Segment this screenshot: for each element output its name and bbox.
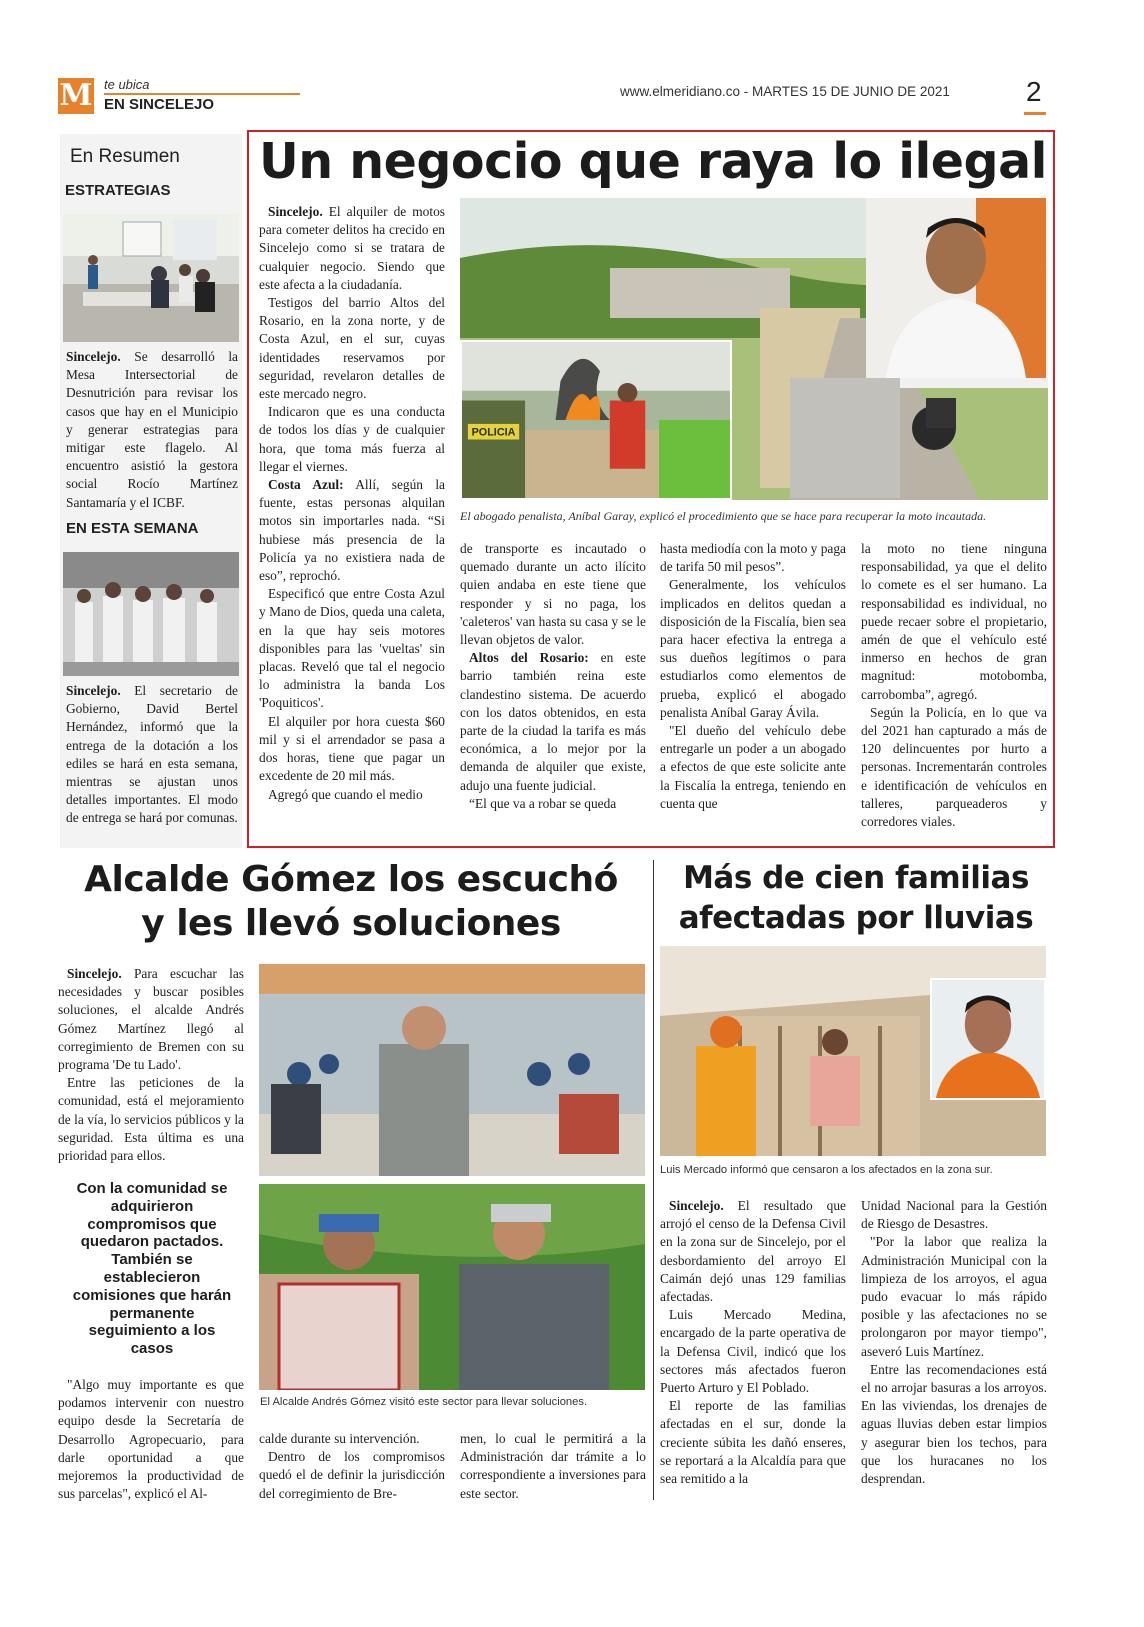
story2-col-2 [259,1430,445,1503]
paragraph-text: Unidad Nacional para la Gestión de Riesgo de Desastres. [861,1198,1047,1232]
paragraph-text: Testigos del barrio Altos del Rosario, en la zona norte, y de Costa Azul, en el sur, cuyas identidades reservamos por seguridad, revelaron detalles de este mercado negro. [259,295,445,402]
story2-col-3 [460,1430,646,1503]
page-number: 2 [1026,76,1042,107]
dateline-lead: Sincelejo. [66,683,121,698]
main-photo-caption: El abogado penalista, Aníbal Garay, explicó el procedimiento que se hace para recuperar la moto incautada. [460,509,987,523]
main-col-4 [861,540,1047,831]
sidebar-heading-strategies: ESTRATEGIAS [65,182,171,199]
headline-line: afectadas por lluvias [678,900,1034,936]
page-number-underline [1024,112,1046,115]
paragraph-text: en este barrio también reina este clandestino sistema. De acuerdo con los datos obtenidos, en esta parte de la ciudad la tarifa es más económica, a lo mejor por la demanda de alquiler que existe, adujo una fuente judicial. [460,650,646,793]
headline-line: Alcalde Gómez los escuchó [84,859,618,900]
paragraph-text: El resultado que arrojó el censo de la Defensa Civil en la zona sur de Sincelejo, por el desbordamiento del arroyo El Caimán dejó unas 129 familias afectadas. [660,1198,846,1305]
paragraph-lead: Costa Azul: [268,477,344,493]
paragraph-text: men, lo cual le permitirá a la Administración dar trámite a lo correspondiente a inversiones para este sector. [460,1431,646,1501]
paragraph [259,713,445,786]
paragraph-text: “El que va a robar se queda [469,795,617,811]
main-col-3 [660,540,846,813]
paragraph [660,1197,846,1306]
dateline: www.elmeridiano.co - MARTES 15 DE JUNIO DE 2021 [620,84,950,99]
sidebar-title: En Resumen [70,146,180,167]
story2-photo-caption: El Alcalde Andrés Gómez visitó este sector para llevar soluciones. [260,1396,588,1408]
story3-col-2 [861,1197,1047,1488]
paragraph [460,540,646,649]
paragraph [58,965,244,1074]
paragraph-text: Indicaron que es una conducta de todos los días y de cualquier hora, que toma más fuerza al llegar el viernes. [259,404,445,474]
story3-photo-caption: Luis Mercado informó que censaron a los afectados en la zona sur. [660,1164,993,1176]
story3-col-1 [660,1197,846,1488]
paragraph [861,1233,1047,1360]
paragraph [861,540,1047,704]
story3-headline [660,858,1052,938]
pullquote: Con la comunidad se adquirieron compromisos que quedaron pactados. También se establecieron comisiones que harán permanente seguimiento a los casos [72,1180,232,1358]
paragraph-lead: Sincelejo. [268,204,323,219]
portrait-lawyer-photo [866,198,1046,378]
paragraph-text: El alquiler por hora cuesta $60 mil y si el arrendador se pasa a dos horas, tiene que pagar un excedente de 20 mil más. [259,713,445,784]
paragraph [660,722,846,813]
paragraph [861,1361,1047,1488]
paragraph [660,540,846,576]
paragraph-text: Agregó que cuando el medio [268,786,423,802]
sidebar-text-strategies [66,348,238,512]
paragraph-text: Especificó que entre Costa Azul y Mano de Dios, queda una caleta, en la que hay seis motores disponibles para las 'vueltas' sin placas. Reveló que tal el negocio lo administra la banda Los 'Poquiticos'. [259,586,445,711]
handshake-photo [259,1184,645,1390]
paragraph [259,294,445,403]
community-meeting-photo [259,964,645,1176]
paragraph [460,1430,646,1503]
paragraph [460,795,646,813]
paragraph [259,1448,445,1503]
headline-line: y les llevó soluciones [141,903,561,944]
paragraph-text: hasta mediodía con la moto y paga de tarifa 50 mil pesos”. [660,541,846,575]
sidebar-body: Se desarrolló la Mesa Intersectorial de Desnutrición para revisar los casos que hay en el Municipio y generar estrategias para mitigar este flagelo. Al encuentro asistió la gestora social Rocío Martínez Santamaría y el ICBF. [66,349,238,510]
column-divider [653,860,654,1500]
paragraph [259,403,445,476]
paragraph-lead: Altos del Rosario: [469,650,589,666]
paragraph [259,1430,445,1448]
paragraph-text: Allí, según la fuente, estas personas alquilan motos sin importarles nada. “Si hubiese más presencia de la Policía ya no existiera nada de eso”, reprochó. [259,477,445,584]
paragraph [460,649,646,795]
section-name: EN SINCELEJO [104,96,215,113]
story2-col-1b [58,1376,244,1503]
officials-photo [63,552,239,676]
paragraph-text: "El dueño del vehículo debe entregarle un poder a un abogado a efectos de que este solicite ante la Fiscalía la entrega, teniendo en cuenta que [660,723,846,811]
paragraph [660,1306,846,1397]
paragraph-text: Para escuchar las necesidades y buscar posibles soluciones, el alcalde Andrés Gómez Martínez llegó al corregimiento de Bremen con su programa 'De tu Lado'. [58,966,244,1073]
paragraph-text: la moto no tiene ninguna responsabilidad, ya que el delito lo comete es el ser humano. La responsabilidad es individual, no puede recaer sobre el propietario, amén de que el vehículo esté inmerso en hechos de gran magnitud: motobomba, carrobomba”, agregó. [861,541,1047,702]
meeting-photo [63,214,239,342]
paragraph [660,1397,846,1488]
header-rule [104,93,300,95]
section-kicker: te ubica [104,77,150,92]
fire-scene-photo [460,340,732,500]
sidebar-heading-week: EN ESTA SEMANA [66,520,199,537]
dateline-lead: Sincelejo. [66,349,121,364]
paragraph [259,476,445,585]
paragraph-text: Según la Policía, en lo que va del 2021 han capturado a más de 120 delincuentes por hurto a personas. Incrementarán controles e identificación de vehículos en talleres, parqueaderos y corredores viales. [861,704,1047,830]
headline-line: Más de cien familias [683,860,1029,896]
paragraph-text: Generalmente, los vehículos implicados en delitos quedan a disposición de la Fiscalía, bien sea para hacer efectiva la entrega a sus dueños legítimos o para estudiarlos como elementos de prueba, explicó el abogado penalista Aníbal Garay Ávila. [660,577,846,720]
logo-icon: M [59,78,93,113]
paragraph-text: de transporte es incautado o quemado durante un acto ilícito quien andaba en este tiene que responder y si no paga, los 'caleteros' van hasta su casa y se le llevan objetos de valor. [460,541,646,648]
paragraph [660,576,846,722]
paragraph-text: "Por la labor que realiza la Administración Municipal con la limpieza de los arroyos, el agua pudo evacuar lo más rápido posible y las afectaciones no se prolongaron por mayor tiempo", aseveró Luis Martínez. [861,1234,1047,1359]
main-headline: Un negocio que raya lo ilegal [259,133,1047,190]
paragraph-text: "Algo muy importante es que podamos intervenir con nuestro equipo desde la Secretaría de Desarrollo Agropecuario, para darle oportunidad a que mejoremos la productividad de sus parcelas", explicó el Al- [58,1377,244,1502]
sidebar-text-week [66,682,238,828]
sidebar [60,134,242,848]
paragraph-text: Entre las peticiones de la comunidad, está el mejoramiento de la vía, lo servicios públicos y la seguridad. Esta última es una prioridad para ellos. [58,1075,244,1164]
paragraph-lead: Sincelejo. [67,966,122,981]
main-col-2 [460,540,646,813]
paragraph [861,1197,1047,1233]
paragraph-text: El alquiler de motos para cometer delitos ha crecido en Sincelejo como si se tratara de cualquier negocio. Siendo que este afecta a la ciudadanía. [259,204,445,292]
paragraph-text: El reporte de las familias afectadas en el sur, donde la creciente súbita les dañó enseres, se reportará a la Alcaldía para que sea remitido a la [660,1398,846,1487]
story2-headline [56,858,646,946]
paragraph-text: Entre las recomendaciones está el no arrojar basuras a los arroyos. En las viviendas, los drenajes de aguas lluvias deben estar limpios y asegurar bien los techos, para que los huracanes no los desprendan. [861,1361,1047,1487]
paragraph-lead: Sincelejo. [669,1198,724,1213]
police-vest-text: POLICIA [471,426,516,439]
sidebar-body: El secretario de Gobierno, David Bertel Hernández, informó que la entrega de la dotación a los ediles se hará en esta semana, mientras se ajustan unos detalles importantes. El modo de entrega se hará por comunas. [66,683,238,826]
paragraph [58,1376,244,1503]
masthead [58,78,1058,118]
paragraph [861,704,1047,831]
paragraph [58,1074,244,1165]
story2-col-1 [58,965,244,1165]
main-col-1 [259,203,445,804]
paragraph-text: Luis Mercado Medina, encargado de la parte operativa de la Defensa Civil, indicó que los sectores más afectados fueron Puerto Arturo y El Poblado. [660,1307,846,1396]
paragraph [259,786,445,804]
portrait-mercado-photo [930,978,1046,1100]
paragraph [259,203,445,294]
paragraph-text: Dentro de los compromisos quedó el de definir la jurisdicción del corregimiento de Bre- [259,1449,445,1501]
paragraph-text: calde durante su intervención. [259,1431,420,1446]
paragraph [259,585,445,712]
